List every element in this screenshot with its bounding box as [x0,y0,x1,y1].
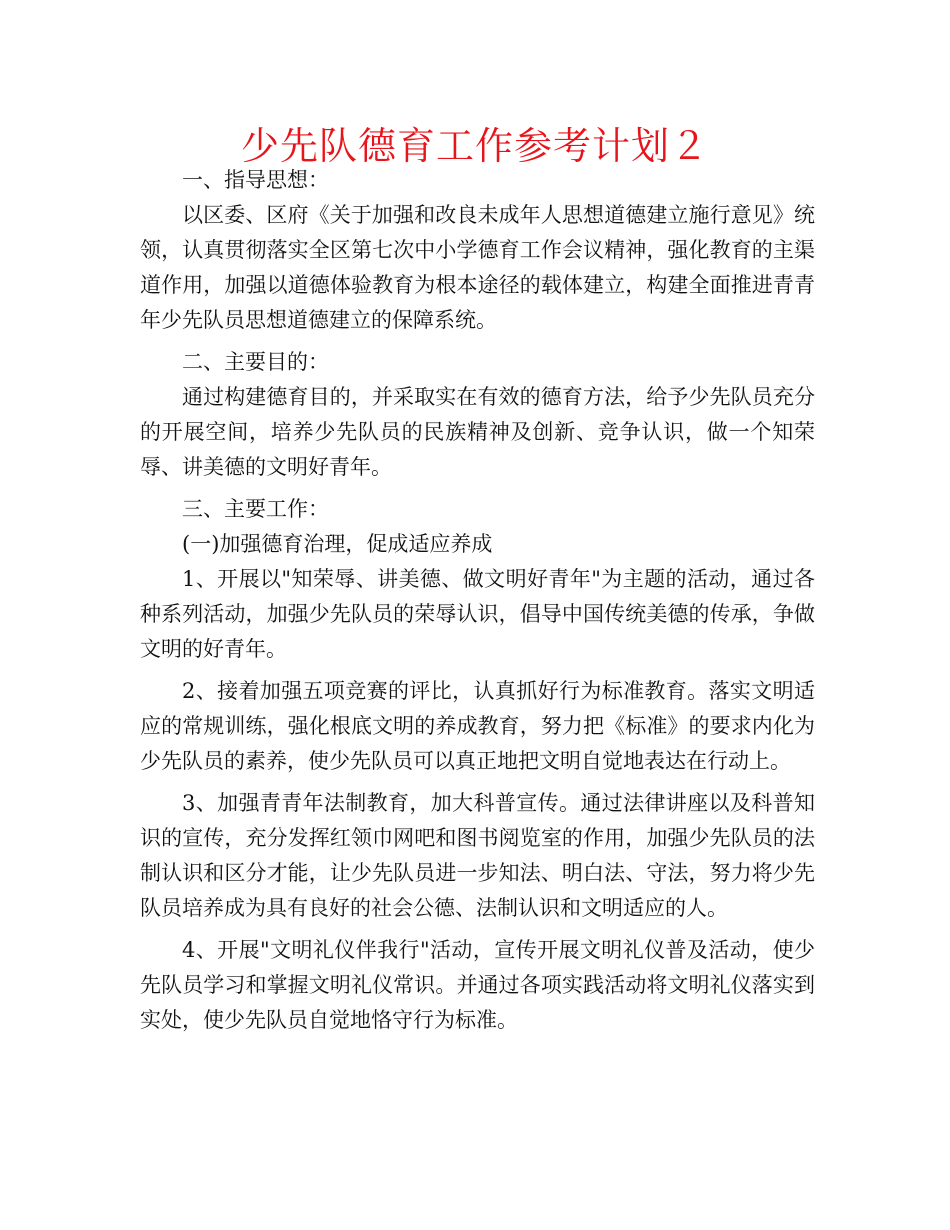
document-body [140,163,815,1038]
section-heading-main-work: 三、主要工作： [182,497,329,521]
work-item-4: 4、开展"文明礼仪伴我行"活动，宣传开展文明礼仪普及活动，使少先队员学习和掌握文明礼仪常识。并通过各项实践活动将文明礼仪落实到实处，使少先队员自觉地恪守行为标准。 [140,938,815,1032]
document-title: 少先队德育工作参考计划２ [240,124,709,168]
paragraph-main-goal: 通过构建德育目的，并采取实在有效的德育方法，给予少先队员充分的开展空间，培养少先队员的民族精神及创新、竞争认识，做一个知荣辱、讲美德的文明好青年。 [140,385,815,479]
work-item-3: 3、加强青青年法制教育，加大科普宣传。通过法律讲座以及科普知识的宣传，充分发挥红领巾网吧和图书阅览室的作用，加强少先队员的法制认识和区分才能，让少先队员进一步知法、明白法、守法，努力将少先队员培养成为具有良好的社会公德、法制认识和文明适应的人。 [140,791,815,920]
work-item-2: 2、接着加强五项竞赛的评比，认真抓好行为标准教育。落实文明适应的常规训练，强化根底文明的养成教育，努力把《标准》的要求内化为少先队员的素养，使少先队员可以真正地把文明自觉地表达在行动上。 [140,679,815,773]
paragraph-guiding-thought: 以区委、区府《关于加强和改良未成年人思想道德建立施行意见》统领，认真贯彻落实全区第七次中小学德育工作会议精神，强化教育的主渠道作用，加强以道德体验教育为根本途径的载体建立，构建全面推进青青年少先队员思想道德建立的保障系统。 [140,203,815,332]
subsection-heading-1: (一)加强德育治理，促成适应养成 [182,532,493,556]
section-heading-guiding-thought: 一、指导思想： [182,168,329,192]
work-item-1: 1、开展以"知荣辱、讲美德、做文明好青年"为主题的活动，通过各种系列活动，加强少先队员的荣辱认识，倡导中国传统美德的传承，争做文明的好青年。 [140,567,815,661]
section-heading-main-goal: 二、主要目的： [182,350,329,374]
